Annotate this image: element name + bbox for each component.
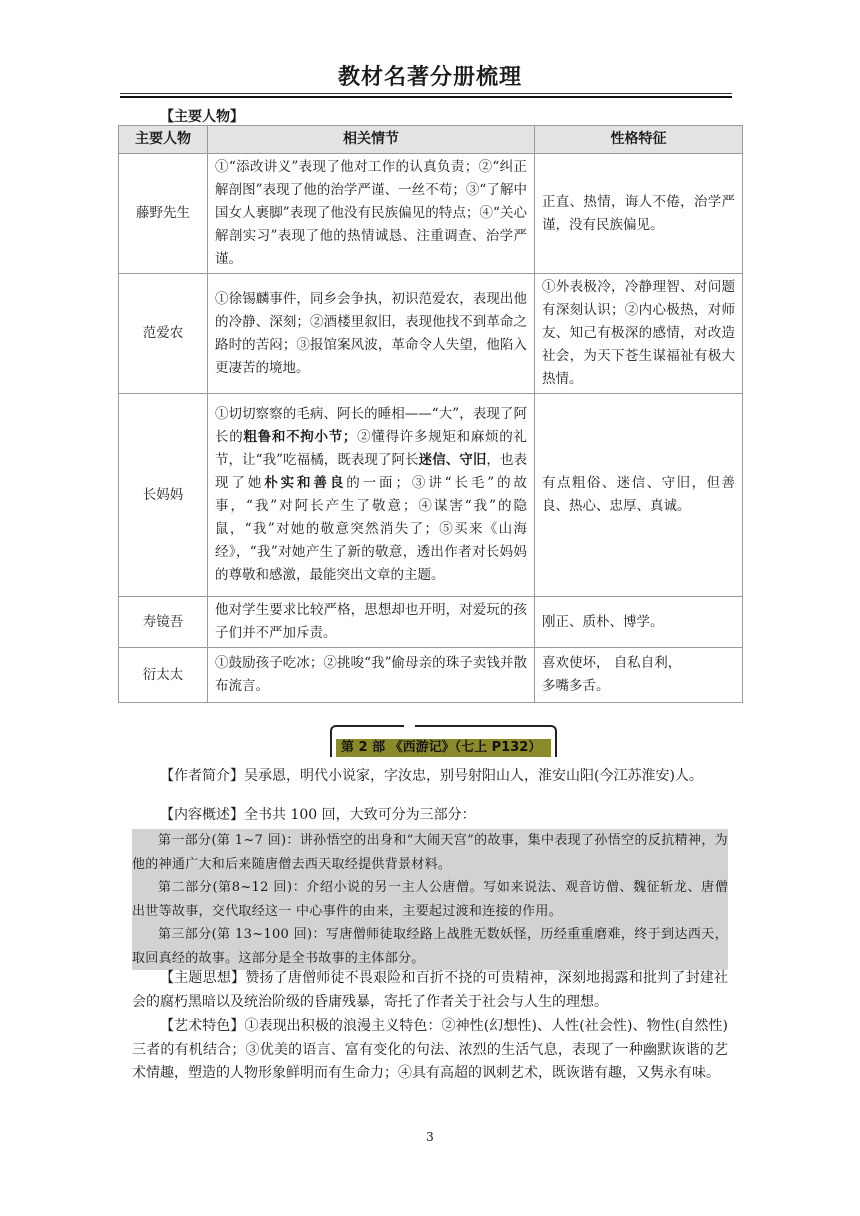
character-plot	[208, 394, 535, 597]
table-header-row	[119, 126, 743, 154]
parts-summary-box	[132, 829, 728, 970]
character-plot: ①徐锡麟事件，同乡会争执，初识范爱农，表现出他的冷静、深刻；②酒楼里叙旧，表现他找不到革命之路时的苦闷；③报馆案风波，革命令人失望，他陷入更凄苦的境地。	[208, 274, 535, 394]
art-features-paragraph	[132, 1015, 728, 1086]
plot-text: ①切切察察的毛病、阿长的睡相——“大”，表现了阿长的	[215, 406, 527, 445]
character-traits: ①外表极冷，冷静理智、对问题有深刻认识；②内心极热，对师友、知己有极深的感情，对改造社会，为天下苍生谋福祉有极大热情。	[535, 274, 743, 394]
character-name: 寿镜吾	[119, 597, 208, 648]
character-name: 长妈妈	[119, 394, 208, 597]
theme-paragraph	[132, 967, 728, 1014]
part-summary: 第一部分(第 1~7 回)：讲孙悟空的出身和“大闹天宫”的故事，集中表现了孙悟空的反抗精神，为他的神通广大和后来随唐僧去西天取经提供背景材料。	[132, 833, 728, 872]
character-traits: 喜欢使坏， 自私自利， 多嘴多舌。	[535, 648, 743, 703]
author-intro-paragraph	[132, 765, 728, 789]
character-traits: 刚正、质朴、博学。	[535, 597, 743, 648]
content-overview: 【内容概述】全书共 100 回，大致可分为三部分：	[160, 807, 476, 823]
emphasis-text: 朴实和善良	[264, 475, 347, 491]
character-traits: 正直、热情，诲人不倦，治学严谨，没有民族偏见。	[535, 154, 743, 274]
character-name: 藤野先生	[119, 154, 208, 274]
character-plot: ①“添改讲义”表现了他对工作的认真负责；②“纠正解剖图”表现了他的治学严谨、一丝不苟；③“了解中国女人裹脚”表现了他没有民族偏见的特点；④“关心解剖实习”表现了他的热情诚恳、注重调查、治学严谨。	[208, 154, 535, 274]
character-traits: 有点粗俗、迷信、守旧，但善良、热心、忠厚、真诚。	[535, 394, 743, 597]
emphasis-text: 迷信、守旧	[418, 452, 487, 468]
plot-text: ，也表现了她	[215, 452, 528, 491]
part-banner	[330, 725, 557, 757]
table-row	[119, 648, 743, 703]
plot-text: 的一面；③讲“长毛”的故事，“我”对阿长产生了敬意；④谋害“我”的隐鼠，“我”对她的敬意突然消失了；⑤买来《山海经》，“我”对她产生了新的敬意，透出作者对长妈妈的尊敬和感激，最能突出文章的主题。	[215, 475, 528, 583]
art-features: 【艺术特色】①表现出积极的浪漫主义特色：②神性(幻想性)、人性(社会性)、物性(自然性)三者的有机结合；③优美的语言、富有变化的句法、浓烈的生活气息，表现了一种幽默诙谐的艺术情趣，塑造的人物形象鲜明而有生命力；④具有高超的讽刺艺术，既诙谐有趣，又隽永有味。	[132, 1018, 728, 1081]
character-name: 衍太太	[119, 648, 208, 703]
header-rule-thin	[120, 93, 732, 94]
author-intro: 【作者简介】吴承恩，明代小说家，字汝忠，别号射阳山人，淮安山阳(今江苏淮安)人。	[160, 768, 703, 784]
character-name: 范爱农	[119, 274, 208, 394]
banner-notch	[404, 724, 415, 731]
character-plot: 他对学生要求比较严格，思想却也开明，对爱玩的孩子们并不严加斥责。	[208, 597, 535, 648]
table-row	[119, 274, 743, 394]
table-row	[119, 394, 743, 597]
page-header-title: 教材名著分册梳理	[337, 65, 522, 90]
header-rule-thick	[120, 96, 732, 98]
table-row	[119, 154, 743, 274]
column-header-character: 主要人物	[119, 126, 208, 154]
column-header-traits: 性格特征	[535, 126, 743, 154]
section-label-main-characters: 【主要人物】	[160, 109, 244, 125]
plot-text: ②懂得许多规矩和麻烦的礼节，让“我”吃福橘，既表现了阿长	[215, 429, 528, 468]
page-number: 3	[426, 1130, 434, 1144]
main-characters-table	[118, 125, 743, 703]
emphasis-text: 粗鲁和不拘小节；	[243, 429, 357, 445]
content-overview-paragraph	[132, 804, 728, 828]
character-plot: ①鼓励孩子吃冰；②挑唆“我”偷母亲的珠子卖钱并散布流言。	[208, 648, 535, 703]
part-summary: 第三部分(第 13~100 回)：写唐僧师徒取经路上战胜无数妖怪，历经重重磨难，终于到达西天，取回真经的故事。这部分是全书故事的主体部分。	[132, 927, 728, 966]
theme: 【主题思想】赞扬了唐僧师徒不畏艰险和百折不挠的可贵精神，深刻地揭露和批判了封建社会的腐朽黑暗以及统治阶级的昏庸残暴，寄托了作者关于社会与人生的理想。	[132, 970, 728, 1010]
part-summary: 第二部分(第8~12 回)：介绍小说的另一主人公唐僧。写如来说法、观音访僧、魏征斩龙、唐僧出世等故事，交代取经这一 中心事件的由来，主要起过渡和连接的作用。	[132, 880, 728, 919]
part-banner-title: 第 2 部 《西游记》（七上 P132）	[336, 739, 551, 757]
table-row	[119, 597, 743, 648]
column-header-plot: 相关情节	[208, 126, 535, 154]
